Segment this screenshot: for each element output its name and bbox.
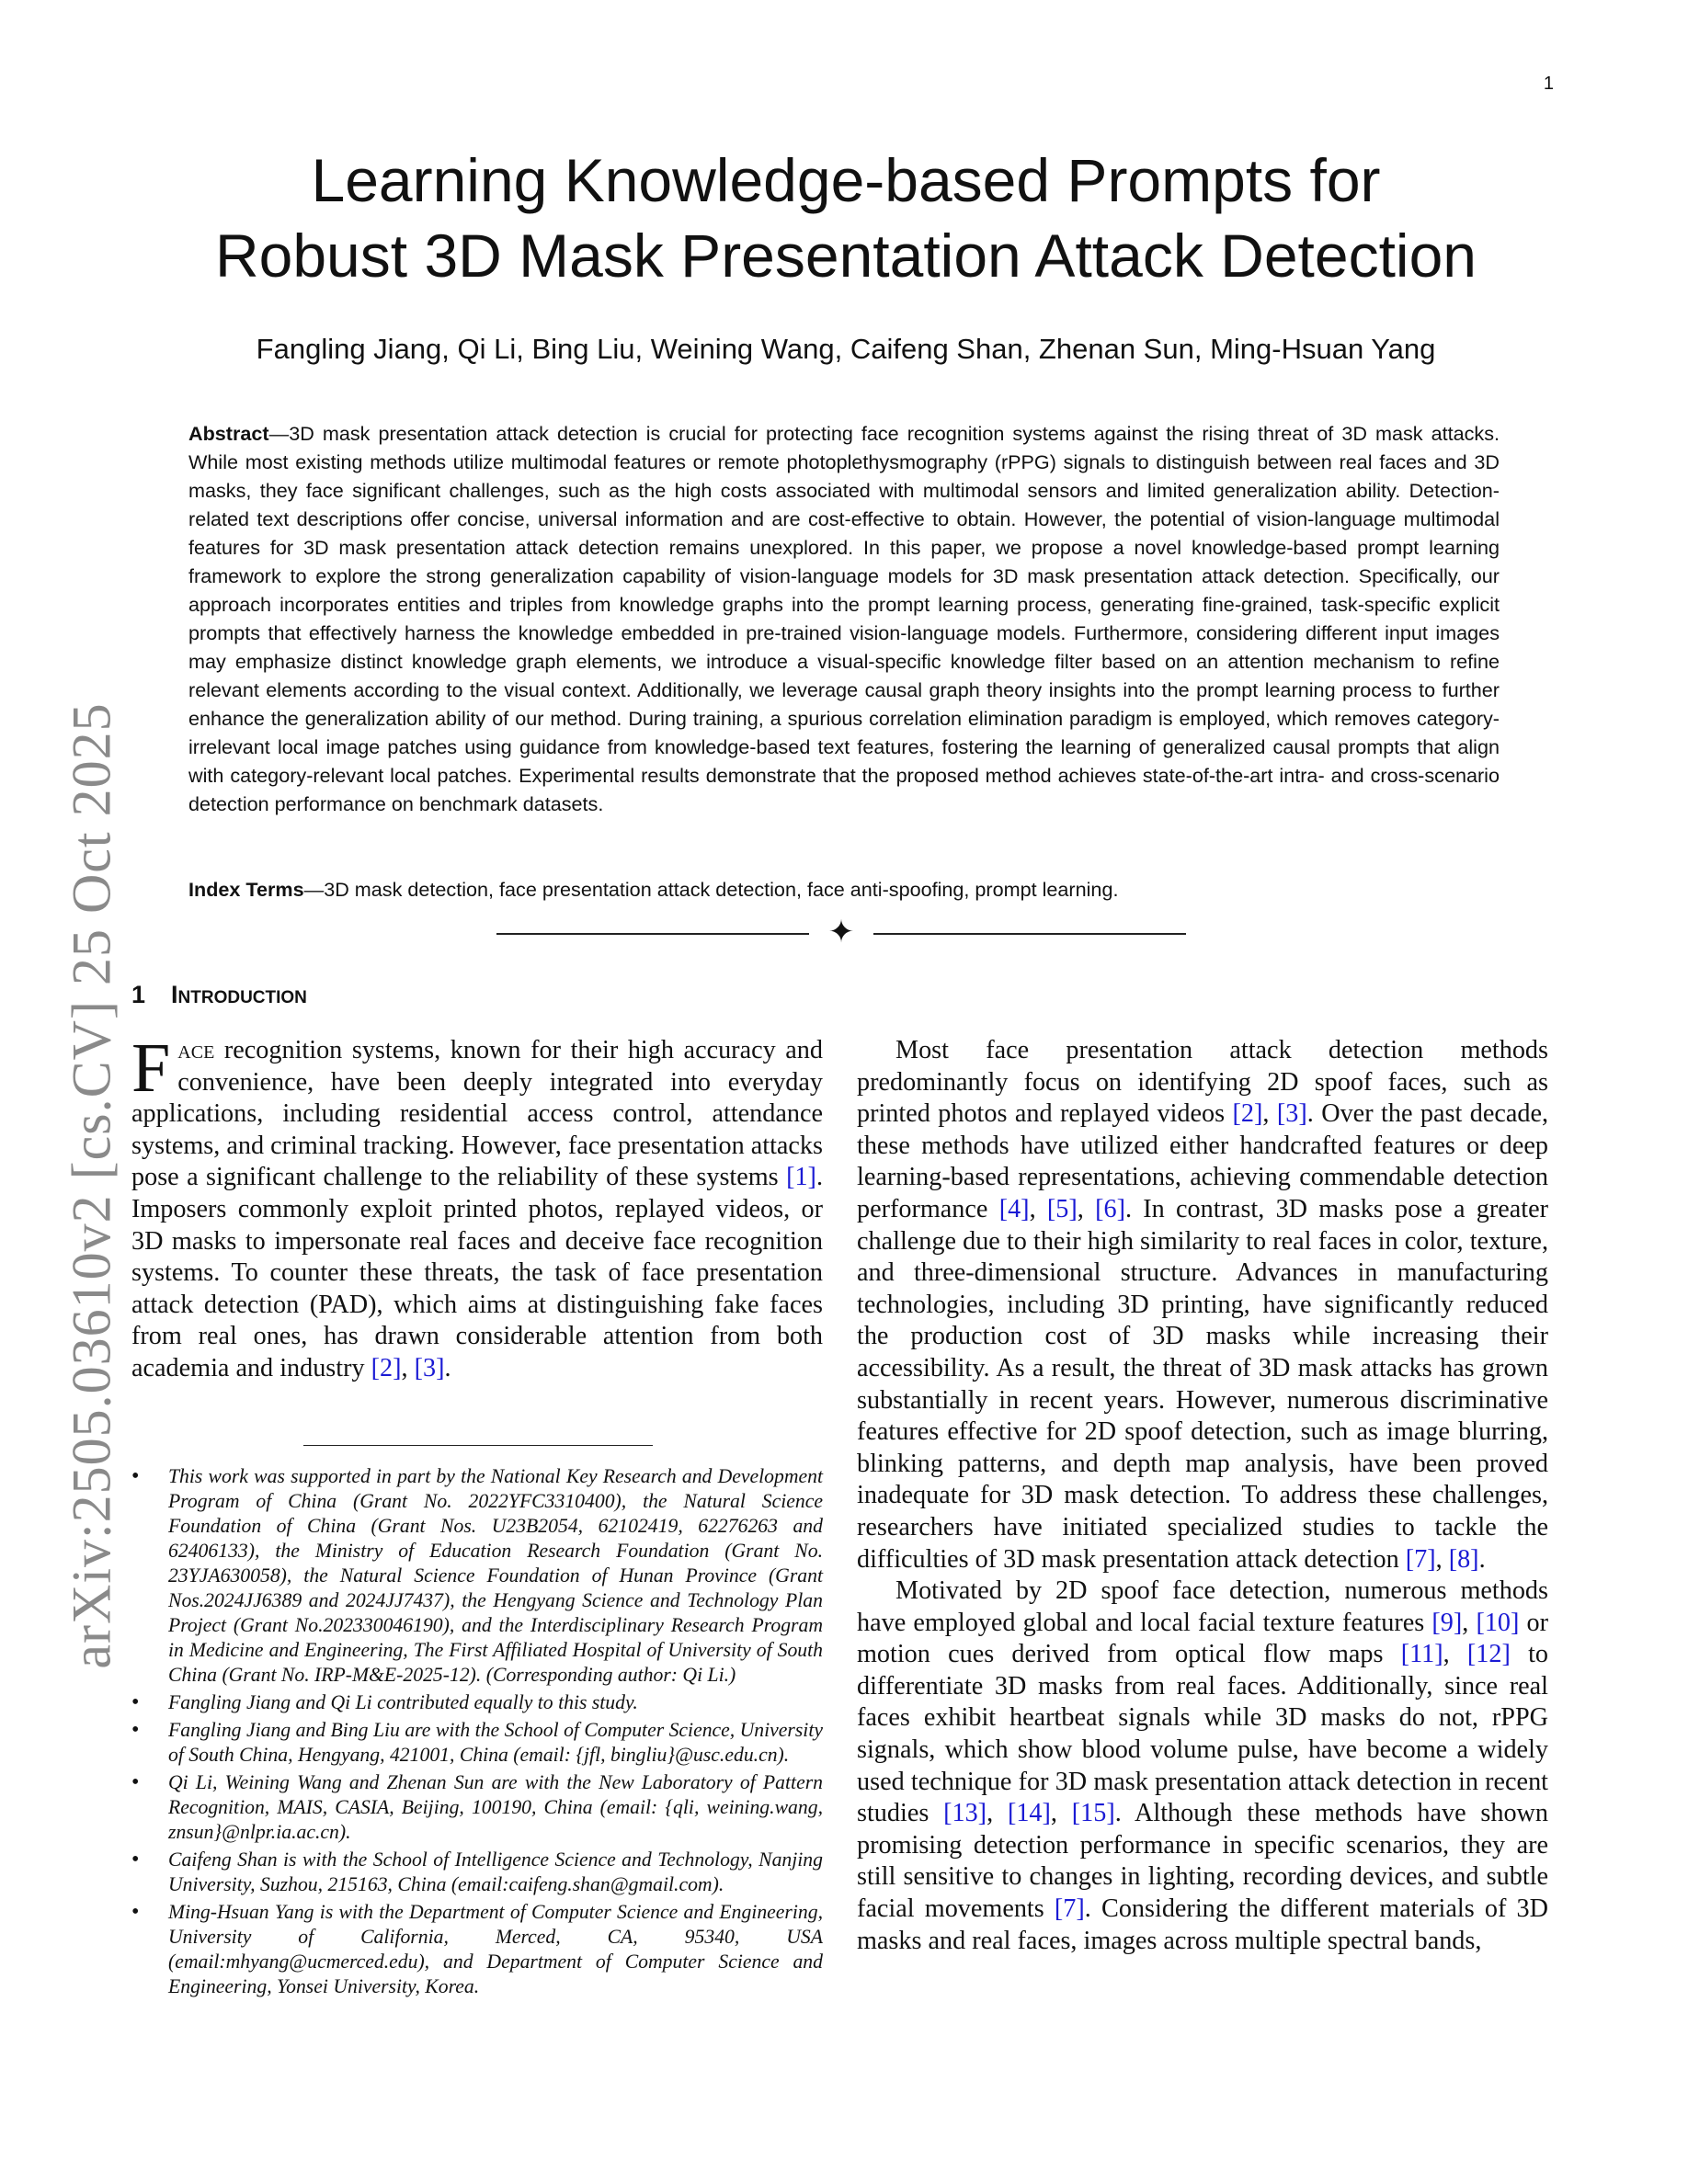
- citation-link[interactable]: [15]: [1071, 1799, 1115, 1828]
- paragraph-text: . Although these methods have shown promising detection performance in specific scenarios, they are still sensitive to changes in lighting, recording devices, and subtle facial movements: [857, 1799, 1548, 1924]
- paragraph-text: or motion cues derived from optical flow maps: [857, 1608, 1549, 1669]
- paragraph-text: recognition systems, known for their high accuracy and convenience, have been deeply integrated into everyday applications, including residential access control, attendance systems, and criminal tracking. However, face presentation attacks pose a significant challenge to the reliability of these systems: [131, 1036, 823, 1192]
- footnote-item: • Fangling Jiang and Qi Li contributed equally to this study.: [131, 1690, 823, 1715]
- citation-link[interactable]: [5]: [1046, 1194, 1078, 1223]
- abstract: [188, 419, 1500, 818]
- title-line-1: Learning Knowledge-based Prompts for: [311, 146, 1381, 214]
- citation-separator: ,: [1262, 1099, 1277, 1129]
- section-title: Introduction: [171, 981, 307, 1008]
- footnote-item: • This work was supported in part by the National Key Research and Development Program of China (Grant No. 2022YFC3310400), the Natural Science Foundation of China (Grant Nos. U23B2054, 62102419, 62276263 and 62406133), the Ministry of Education Research Foundation (Grant No. 23YJA630058), the Natural Science Foundation of Hunan Province (Grant Nos.2024JJ6389 and 2024JJ7437), the Hengyang Science and Technology Plan Project (Grant No.202330046190), and the Interdisciplinary Research Program in Medicine and Engineering, The First Affiliated Hospital of University of South China (Grant No. IRP-M&E-2025-12). (Corresponding author: Qi Li.): [131, 1464, 823, 1688]
- citation-link[interactable]: [12]: [1466, 1640, 1511, 1669]
- paper-title: [129, 142, 1563, 293]
- separator-line-right: [873, 933, 1186, 935]
- section-number: 1: [131, 981, 146, 1008]
- citation-link[interactable]: [2]: [1232, 1099, 1263, 1129]
- footnotes: [131, 1464, 823, 2002]
- paragraph-text: . Imposers commonly exploit printed photos, replayed videos, or 3D masks to impersonate real faces and deceive face recognition systems. To counter these threats, the task of face presentation attack detection (PAD), which aims at distinguishing fake faces from real ones, has drawn considerable attention from both academia and industry: [131, 1163, 823, 1382]
- intro-paragraph-1: [131, 1029, 823, 1385]
- left-column: [131, 1029, 823, 1385]
- arxiv-stamp: arXiv:2505.03610v2 [cs.CV] 25 Oct 2025: [61, 702, 122, 1669]
- citation-link[interactable]: [3]: [1276, 1099, 1307, 1129]
- right-column: [857, 1035, 1548, 1957]
- citation-link[interactable]: [7]: [1054, 1894, 1085, 1924]
- footnote-item: • Qi Li, Weining Wang and Zhenan Sun are with the New Laboratory of Pattern Recognition, MAIS, CASIA, Beijing, 100190, China (email: {qli, weining.wang, znsun}@nlpr.ia.ac.cn).: [131, 1770, 823, 1845]
- citation-separator: ,: [1077, 1194, 1096, 1223]
- first-word-rest: ace: [177, 1036, 215, 1064]
- index-terms: [188, 875, 1500, 904]
- paragraph-text: Most face presentation attack detection methods predominantly focus on identifying 2D spoof faces, such as printed photos and replayed videos: [857, 1036, 1548, 1129]
- citation-link[interactable]: [2]: [371, 1353, 402, 1382]
- paragraph-text: .: [1478, 1544, 1486, 1574]
- footnote-item: • Fangling Jiang and Bing Liu are with the School of Computer Science, University of South China, Hengyang, 421001, China (email: {jfl, bingliu}@usc.edu.cn).: [131, 1718, 823, 1768]
- separator-star-icon: ✦: [827, 914, 855, 950]
- citation-link[interactable]: [10]: [1476, 1608, 1520, 1637]
- title-line-2: Robust 3D Mask Presentation Attack Detection: [214, 222, 1477, 290]
- footnote-rule: [303, 1445, 653, 1446]
- citation-separator: ,: [1443, 1640, 1467, 1669]
- paragraph-text: . Over the past decade, these methods have utilized either handcrafted features or deep learning-based representations, achieving commendable detection performance: [857, 1099, 1549, 1223]
- citation-link[interactable]: [3]: [414, 1353, 445, 1382]
- citation-separator: ,: [1435, 1544, 1449, 1574]
- footnote-item: • Caifeng Shan is with the School of Intelligence Science and Technology, Nanjing University, Suzhou, 215163, China (email:caifeng.shan@gmail.com).: [131, 1848, 823, 1897]
- citation-link[interactable]: [9]: [1431, 1608, 1463, 1637]
- citation-link[interactable]: [4]: [998, 1194, 1030, 1223]
- index-terms-label: Index Terms: [188, 878, 304, 901]
- citation-separator: ,: [401, 1353, 415, 1382]
- author-list: Fangling Jiang, Qi Li, Bing Liu, Weining Wang, Caifeng Shan, Zhenan Sun, Ming-Hsuan Yang: [256, 333, 1436, 365]
- citation-separator: ,: [1029, 1194, 1047, 1223]
- paragraph-text: . Considering the different materials of 3D masks and real faces, images across multiple spectral bands,: [857, 1894, 1548, 1955]
- paragraph-text: . In contrast, 3D masks pose a greater challenge due to their high similarity to real faces in color, texture, and three-dimensional structure. Advances in manufacturing technologies, including 3D printing, have significantly reduced the production cost of 3D masks while increasing their accessibility. As a result, the threat of 3D mask attacks has grown substantially in recent years. However, numerous discriminative features effective for 2D spoof detection, such as image blurring, blinking patterns, and depth map analysis, have been proved inadequate for 3D mask detection. To address these challenges, researchers have initiated specialized studies to tackle the difficulties of 3D mask presentation attack detection: [857, 1194, 1549, 1574]
- citation-separator: ,: [1462, 1608, 1477, 1637]
- page-number: 1: [1543, 74, 1554, 94]
- citation-link[interactable]: [6]: [1095, 1194, 1125, 1223]
- intro-paragraph-2: [857, 1035, 1548, 1575]
- section-heading: [131, 978, 307, 1011]
- paragraph-text: to differentiate 3D masks from real faces. Additionally, since real faces exhibit heartbeat signals while 3D masks do not, rPPG signals, which show blood volume pulse, have become a widely used technique for 3D mask presentation attack detection in recent studies: [857, 1640, 1549, 1828]
- paragraph-text: Motivated by 2D spoof face detection, numerous methods have employed global and local facial texture features: [857, 1576, 1548, 1637]
- index-terms-text: —3D mask detection, face presentation attack detection, face anti-spoofing, prompt learning.: [303, 878, 1119, 901]
- footnote-item: • Ming-Hsuan Yang is with the Department of Computer Science and Engineering, University of California, Merced, CA, 95340, USA (email:mhyang@ucmerced.edu), and Department of Computer Science and Engineering, Yonsei University, Korea.: [131, 1900, 823, 1999]
- paragraph-text: .: [444, 1353, 451, 1382]
- abstract-text: —3D mask presentation attack detection is crucial for protecting face recognition systems against the rising threat of 3D mask attacks. While most existing methods utilize multimodal features or remote photoplethysmography (rPPG) signals to distinguish between real faces and 3D masks, they face significant challenges, such as the high costs associated with multimodal sensors and limited generalization ability. Detection-related text descriptions offer concise, universal information and are cost-effective to obtain. However, the potential of vision-language multimodal features for 3D mask presentation attack detection remains unexplored. In this paper, we propose a novel knowledge-based prompt learning framework to explore the strong generalization capability of vision-language models for 3D mask presentation attack detection. Specifically, our approach incorporates entities and triples from knowledge graphs into the prompt learning process, generating fine-grained, task-specific explicit prompts that effectively harness the knowledge embedded in pre-trained vision-language models. Furthermore, considering different input images may emphasize distinct knowledge graph elements, we introduce a visual-specific knowledge filter based on an attention mechanism to refine relevant elements according to the visual context. Additionally, we leverage causal graph theory insights into the prompt learning process to further enhance the generalization ability of our method. During training, a spurious correlation elimination paradigm is employed, which removes category-irrelevant local image patches using guidance from knowledge-based text features, fostering the learning of generalized causal prompts that align with category-relevant local patches. Experimental results demonstrate that the proposed method achieves state-of-the-art intra- and cross-scenario detection performance on benchmark datasets.: [188, 422, 1500, 815]
- citation-link[interactable]: [14]: [1007, 1799, 1051, 1828]
- intro-paragraph-3: [857, 1575, 1548, 1957]
- citation-link[interactable]: [8]: [1448, 1544, 1479, 1574]
- citation-separator: ,: [987, 1799, 1008, 1828]
- citation-link[interactable]: [7]: [1405, 1544, 1436, 1574]
- citation-link[interactable]: [11]: [1400, 1640, 1443, 1669]
- citation-separator: ,: [1050, 1799, 1072, 1828]
- separator-line-left: [496, 933, 809, 935]
- citation-link[interactable]: [1]: [786, 1163, 816, 1192]
- drop-cap: F: [131, 1029, 171, 1107]
- citation-link[interactable]: [13]: [943, 1799, 987, 1828]
- abstract-label: Abstract: [188, 422, 269, 445]
